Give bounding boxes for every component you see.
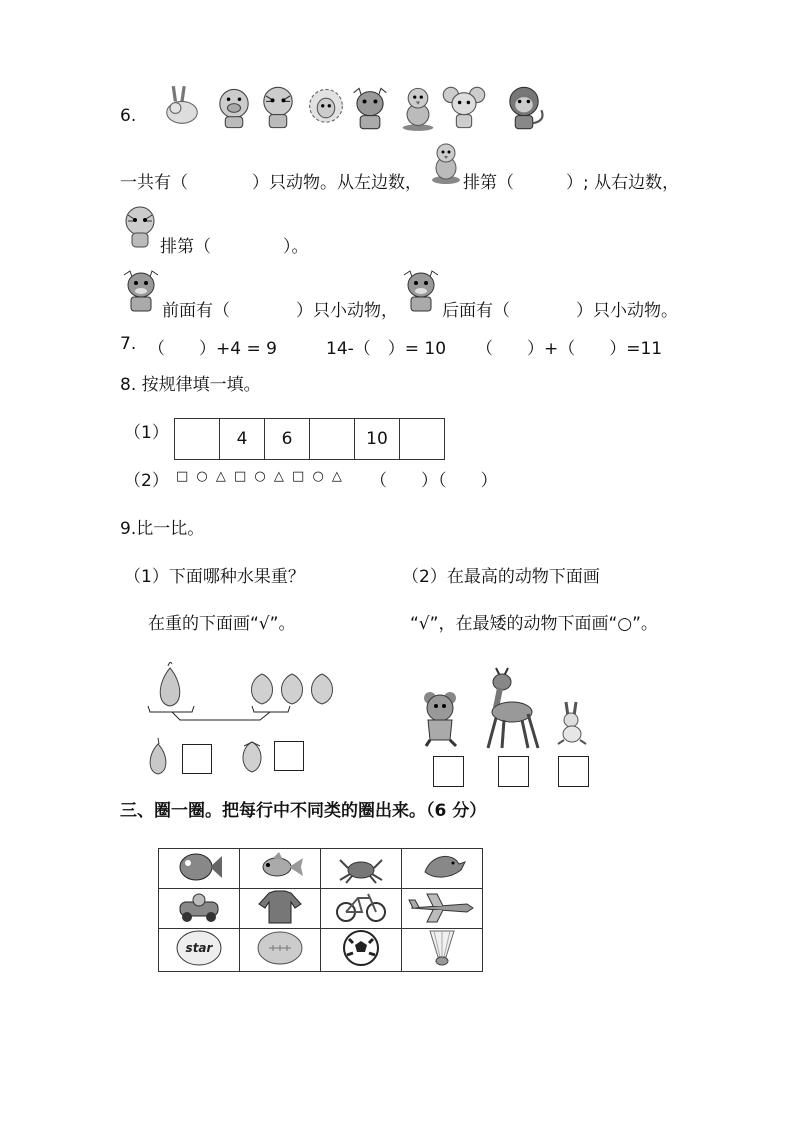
q6-line3-d: ）只小动物。 <box>576 301 678 321</box>
goldfish-icon[interactable] <box>240 849 321 889</box>
monkey-icon <box>502 84 546 132</box>
question-9-title: 9.比一比。 <box>120 519 205 539</box>
crab-icon[interactable] <box>321 849 402 889</box>
toy-car-icon[interactable] <box>159 889 240 929</box>
q8-part2-label: （2） <box>124 471 169 491</box>
table-row <box>159 889 483 929</box>
classification-table <box>158 848 483 972</box>
q8-part1-label: （1） <box>124 423 169 443</box>
cow-icon <box>120 267 162 313</box>
table-row <box>159 849 483 889</box>
rabbit-icon <box>160 84 204 132</box>
tiger-icon <box>256 84 300 132</box>
volleyball-icon[interactable] <box>159 929 240 972</box>
q7-equation-3: （ ）+（ ）=11 <box>476 339 663 359</box>
q9-part1-instruction: 在重的下面画“√”。 <box>148 614 296 634</box>
q6-line3-b: ）只小动物， <box>296 301 398 321</box>
q6-line1-a: 一共有（ <box>120 173 188 193</box>
q6-line3-c: 后面有（ <box>442 301 510 321</box>
sequence-cell[interactable] <box>400 419 445 460</box>
q6-line1-b: ）只动物。从左边数， <box>252 173 422 193</box>
sequence-cell: 6 <box>265 419 310 460</box>
q9-part2-label: （2）在最高的动物下面画 <box>402 567 600 587</box>
sequence-cell: 10 <box>355 419 400 460</box>
pear-icon <box>145 736 171 776</box>
q9-part2-instruction: “√”，在最矮的动物下面画“○”。 <box>410 614 658 634</box>
answer-box-deer[interactable] <box>498 756 529 787</box>
sheep-icon <box>304 84 348 132</box>
section-3-title: 三、圈一圈。把每行中不同类的圈出来。（6 分） <box>120 801 487 821</box>
cow-icon <box>400 267 442 313</box>
q6-line1-d: ）; 从右边数， <box>566 173 680 193</box>
answer-box-strawberry[interactable] <box>274 741 304 771</box>
rugby-ball-icon[interactable] <box>240 929 321 972</box>
q8-part2-blanks[interactable]: （ ）（ ） <box>370 471 498 491</box>
q7-equation-1: （ ）+4 = 9 <box>148 339 277 359</box>
number-sequence-table <box>174 418 445 460</box>
sequence-cell[interactable] <box>175 419 220 460</box>
mouse-icon <box>442 84 486 132</box>
bicycle-icon[interactable] <box>321 889 402 929</box>
table-row <box>159 929 483 972</box>
q6-line1-c: 排第（ <box>463 173 514 193</box>
q6-line2-a: 排第（ <box>160 237 211 257</box>
ball-brand-text: star <box>185 941 213 955</box>
shuttlecock-icon[interactable] <box>402 929 483 972</box>
question-6-number: 6. <box>120 106 137 126</box>
soccer-ball-icon[interactable] <box>321 929 402 972</box>
sequence-cell[interactable] <box>310 419 355 460</box>
answer-box-pear[interactable] <box>182 744 212 774</box>
bear-icon <box>416 688 464 748</box>
q9-part1-label: （1）下面哪种水果重？ <box>124 567 305 587</box>
q6-line3-a: 前面有（ <box>162 301 230 321</box>
sweater-icon[interactable] <box>240 889 321 929</box>
cow-icon <box>348 84 392 132</box>
balance-comparison <box>140 660 360 730</box>
answer-box-bear[interactable] <box>433 756 464 787</box>
airplane-icon[interactable] <box>402 889 483 929</box>
answer-box-rabbit[interactable] <box>558 756 589 787</box>
chick-icon <box>396 84 440 132</box>
dolphin-icon[interactable] <box>402 849 483 889</box>
tiger-icon <box>120 205 160 249</box>
pig-icon <box>212 84 256 132</box>
strawberry-icon <box>238 738 266 774</box>
chick-icon <box>430 140 462 186</box>
question-7-number: 7. <box>120 334 137 354</box>
fish-icon[interactable] <box>159 849 240 889</box>
deer-icon <box>474 664 544 750</box>
q6-line2-b: ）。 <box>283 237 309 257</box>
question-8-title: 8. 按规律填一填。 <box>120 375 261 395</box>
rabbit-icon <box>552 700 592 746</box>
q7-equation-2: 14-（ ）= 10 <box>326 339 447 359</box>
shape-pattern: □ ○ △ □ ○ △ □ ○ △ <box>176 469 344 484</box>
sequence-cell: 4 <box>220 419 265 460</box>
